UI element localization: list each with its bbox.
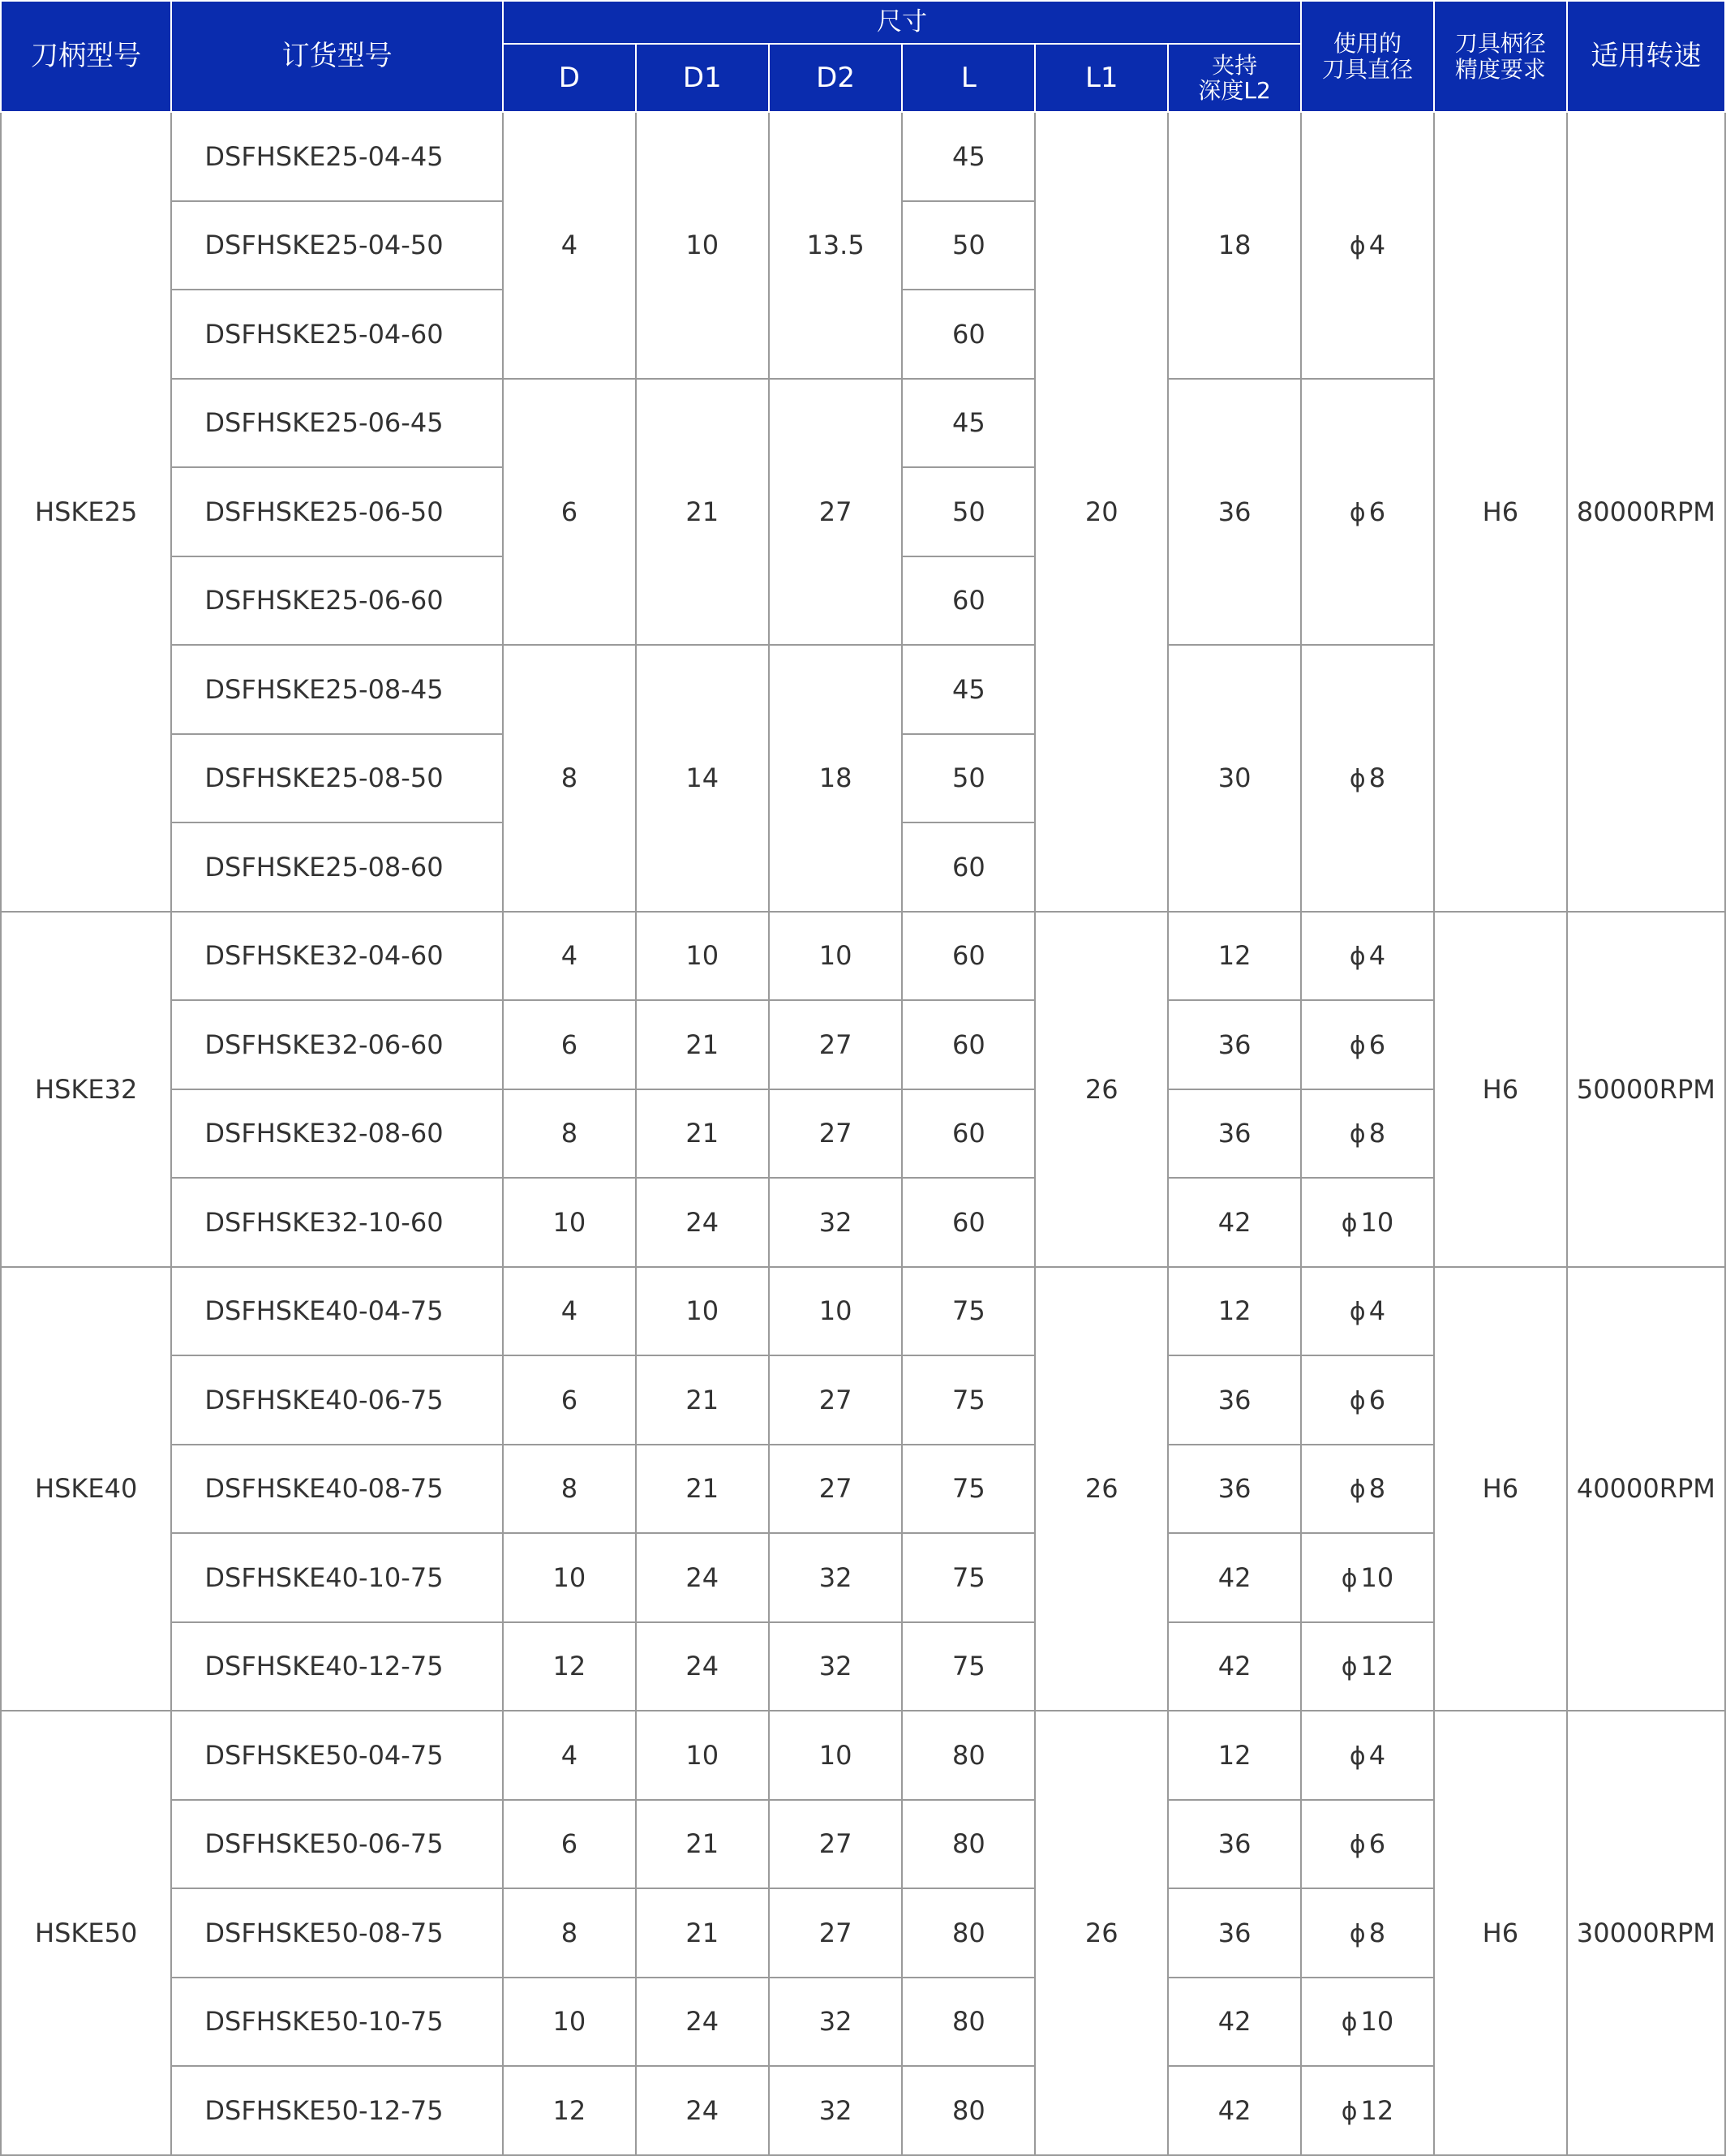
precision-cell: H6 xyxy=(1434,1711,1567,2155)
clamp-depth-cell: 36 xyxy=(1168,1089,1301,1179)
speed-cell: 30000RPM xyxy=(1567,1711,1725,2155)
phi-symbol: ϕ xyxy=(1349,232,1366,261)
clamp-depth-cell: 12 xyxy=(1168,1267,1301,1356)
d2-cell: 27 xyxy=(769,1445,903,1534)
l-cell: 60 xyxy=(902,1089,1035,1179)
d2-cell: 10 xyxy=(769,912,903,1001)
d1-cell: 21 xyxy=(636,1888,769,1978)
d1-cell: 10 xyxy=(636,1711,769,1800)
l-cell: 80 xyxy=(902,1711,1035,1800)
clamp-depth-cell: 42 xyxy=(1168,1178,1301,1267)
d1-cell: 10 xyxy=(636,912,769,1001)
order-cell: DSFHSKE50-06-75 xyxy=(171,1800,503,1889)
d2-cell: 27 xyxy=(769,1355,903,1445)
d2-cell: 32 xyxy=(769,1533,903,1622)
clamp-depth-cell: 36 xyxy=(1168,1000,1301,1089)
d2-cell: 10 xyxy=(769,1711,903,1800)
tool-diameter-cell: ϕ 8 xyxy=(1301,1445,1434,1534)
clamp-depth-cell: 42 xyxy=(1168,1533,1301,1622)
table-header xyxy=(1,1,1725,112)
l-cell: 80 xyxy=(902,1800,1035,1889)
d-cell: 6 xyxy=(503,1000,636,1089)
tool-diameter-cell: ϕ 10 xyxy=(1301,1533,1434,1622)
phi-symbol: ϕ xyxy=(1349,1919,1366,1948)
order-cell: DSFHSKE32-10-60 xyxy=(171,1178,503,1267)
l-cell: 80 xyxy=(902,1978,1035,2067)
precision-cell: H6 xyxy=(1434,1267,1567,1711)
order-cell: DSFHSKE40-10-75 xyxy=(171,1533,503,1622)
header-tool-diameter: 使用的 刀具直径 xyxy=(1301,1,1434,112)
d2-cell: 32 xyxy=(769,1622,903,1711)
order-cell: DSFHSKE25-04-45 xyxy=(171,112,503,201)
l-cell: 45 xyxy=(902,379,1035,468)
order-cell: DSFHSKE25-08-50 xyxy=(171,734,503,823)
l1-cell: 26 xyxy=(1035,1267,1168,1711)
d-cell: 12 xyxy=(503,2066,636,2155)
tool-diameter-cell: ϕ 10 xyxy=(1301,1178,1434,1267)
l-cell: 50 xyxy=(902,201,1035,290)
tool-diameter-cell: ϕ 8 xyxy=(1301,645,1434,912)
l-cell: 60 xyxy=(902,912,1035,1001)
phi-symbol: ϕ xyxy=(1349,943,1366,972)
order-cell: DSFHSKE40-08-75 xyxy=(171,1445,503,1534)
order-cell: DSFHSKE40-12-75 xyxy=(171,1622,503,1711)
clamp-depth-cell: 30 xyxy=(1168,645,1301,912)
order-cell: DSFHSKE25-08-60 xyxy=(171,822,503,912)
tool-diameter-cell: ϕ 8 xyxy=(1301,1888,1434,1978)
table-row xyxy=(1,912,1725,1001)
tool-diameter-cell: ϕ 6 xyxy=(1301,1800,1434,1889)
clamp-depth-cell: 12 xyxy=(1168,912,1301,1001)
d1-cell: 21 xyxy=(636,1445,769,1534)
order-cell: DSFHSKE25-04-60 xyxy=(171,290,503,379)
order-cell: DSFHSKE32-04-60 xyxy=(171,912,503,1001)
d-cell: 4 xyxy=(503,1711,636,1800)
d-cell: 8 xyxy=(503,1089,636,1179)
table-row xyxy=(1,1711,1725,1800)
phi-symbol: ϕ xyxy=(1341,1564,1358,1593)
order-cell: DSFHSKE25-06-50 xyxy=(171,467,503,556)
clamp-depth-cell: 42 xyxy=(1168,2066,1301,2155)
d1-cell: 21 xyxy=(636,1800,769,1889)
l1-cell: 20 xyxy=(1035,112,1168,912)
order-cell: DSFHSKE50-04-75 xyxy=(171,1711,503,1800)
d-cell: 6 xyxy=(503,379,636,646)
l-cell: 80 xyxy=(902,1888,1035,1978)
d1-cell: 21 xyxy=(636,1089,769,1179)
l-cell: 75 xyxy=(902,1533,1035,1622)
l-cell: 60 xyxy=(902,556,1035,646)
d1-cell: 21 xyxy=(636,1355,769,1445)
tool-diameter-cell: ϕ 4 xyxy=(1301,1267,1434,1356)
tool-diameter-cell: ϕ 10 xyxy=(1301,1978,1434,2067)
l-cell: 50 xyxy=(902,734,1035,823)
phi-symbol: ϕ xyxy=(1349,1831,1366,1860)
order-cell: DSFHSKE32-08-60 xyxy=(171,1089,503,1179)
order-cell: DSFHSKE50-12-75 xyxy=(171,2066,503,2155)
d1-cell: 14 xyxy=(636,645,769,912)
tool-diameter-cell: ϕ 6 xyxy=(1301,1000,1434,1089)
tool-diameter-cell: ϕ 6 xyxy=(1301,1355,1434,1445)
d2-cell: 27 xyxy=(769,1888,903,1978)
tool-diameter-cell: ϕ 6 xyxy=(1301,379,1434,646)
speed-cell: 50000RPM xyxy=(1567,912,1725,1267)
speed-cell: 80000RPM xyxy=(1567,112,1725,912)
d-cell: 6 xyxy=(503,1800,636,1889)
clamp-depth-cell: 36 xyxy=(1168,1445,1301,1534)
l-cell: 60 xyxy=(902,290,1035,379)
holder-cell: HSKE40 xyxy=(1,1267,171,1711)
d-cell: 12 xyxy=(503,1622,636,1711)
d-cell: 6 xyxy=(503,1355,636,1445)
order-cell: DSFHSKE50-10-75 xyxy=(171,1978,503,2067)
tool-diameter-cell: ϕ 8 xyxy=(1301,1089,1434,1179)
header-d: D xyxy=(503,44,636,112)
d2-cell: 32 xyxy=(769,1178,903,1267)
l-cell: 75 xyxy=(902,1445,1035,1534)
header-shank-precision: 刀具柄径 精度要求 xyxy=(1434,1,1567,112)
d2-cell: 27 xyxy=(769,1000,903,1089)
precision-cell: H6 xyxy=(1434,112,1567,912)
phi-symbol: ϕ xyxy=(1349,1475,1366,1505)
clamp-depth-cell: 36 xyxy=(1168,1888,1301,1978)
order-cell: DSFHSKE40-06-75 xyxy=(171,1355,503,1445)
l-cell: 45 xyxy=(902,645,1035,734)
header-l: L xyxy=(902,44,1035,112)
header-order-model: 订货型号 xyxy=(171,1,503,112)
precision-cell: H6 xyxy=(1434,912,1567,1267)
d2-cell: 32 xyxy=(769,1978,903,2067)
d-cell: 8 xyxy=(503,1888,636,1978)
phi-symbol: ϕ xyxy=(1349,1742,1366,1771)
l-cell: 75 xyxy=(902,1267,1035,1356)
speed-cell: 40000RPM xyxy=(1567,1267,1725,1711)
clamp-depth-cell: 42 xyxy=(1168,1622,1301,1711)
l-cell: 80 xyxy=(902,2066,1035,2155)
clamp-depth-cell: 36 xyxy=(1168,379,1301,646)
l-cell: 60 xyxy=(902,1178,1035,1267)
d2-cell: 18 xyxy=(769,645,903,912)
d1-cell: 10 xyxy=(636,1267,769,1356)
phi-symbol: ϕ xyxy=(1349,1386,1366,1415)
tool-diameter-cell: ϕ 4 xyxy=(1301,912,1434,1001)
l-cell: 60 xyxy=(902,1000,1035,1089)
l1-cell: 26 xyxy=(1035,1711,1168,2155)
header-d1: D1 xyxy=(636,44,769,112)
tool-diameter-cell: ϕ 4 xyxy=(1301,112,1434,379)
table-body xyxy=(1,112,1725,2155)
l-cell: 45 xyxy=(902,112,1035,201)
d1-cell: 24 xyxy=(636,1622,769,1711)
header-l1: L1 xyxy=(1035,44,1168,112)
tool-diameter-cell: ϕ 12 xyxy=(1301,1622,1434,1711)
table-row xyxy=(1,1267,1725,1356)
d1-cell: 10 xyxy=(636,112,769,379)
d-cell: 4 xyxy=(503,1267,636,1356)
holder-cell: HSKE50 xyxy=(1,1711,171,2155)
clamp-depth-cell: 18 xyxy=(1168,112,1301,379)
d1-cell: 24 xyxy=(636,1533,769,1622)
holder-cell: HSKE32 xyxy=(1,912,171,1267)
order-cell: DSFHSKE40-04-75 xyxy=(171,1267,503,1356)
l1-cell: 26 xyxy=(1035,912,1168,1267)
phi-symbol: ϕ xyxy=(1349,1120,1366,1149)
order-cell: DSFHSKE32-06-60 xyxy=(171,1000,503,1089)
l-cell: 50 xyxy=(902,467,1035,556)
d-cell: 10 xyxy=(503,1178,636,1267)
d2-cell: 27 xyxy=(769,1800,903,1889)
order-cell: DSFHSKE25-08-45 xyxy=(171,645,503,734)
d1-cell: 24 xyxy=(636,1178,769,1267)
clamp-depth-cell: 12 xyxy=(1168,1711,1301,1800)
d1-cell: 24 xyxy=(636,2066,769,2155)
header-clamp-depth: 夹持 深度L2 xyxy=(1168,44,1301,112)
d2-cell: 10 xyxy=(769,1267,903,1356)
d-cell: 10 xyxy=(503,1978,636,2067)
phi-symbol: ϕ xyxy=(1349,498,1366,527)
d-cell: 8 xyxy=(503,1445,636,1534)
l-cell: 75 xyxy=(902,1355,1035,1445)
tool-diameter-cell: ϕ 4 xyxy=(1301,1711,1434,1800)
order-cell: DSFHSKE25-04-50 xyxy=(171,201,503,290)
order-cell: DSFHSKE50-08-75 xyxy=(171,1888,503,1978)
phi-symbol: ϕ xyxy=(1341,2008,1358,2038)
phi-symbol: ϕ xyxy=(1349,1031,1366,1060)
header-d2: D2 xyxy=(769,44,903,112)
d2-cell: 13.5 xyxy=(769,112,903,379)
clamp-depth-cell: 42 xyxy=(1168,1978,1301,2067)
d2-cell: 32 xyxy=(769,2066,903,2155)
phi-symbol: ϕ xyxy=(1341,2097,1358,2126)
d1-cell: 21 xyxy=(636,1000,769,1089)
d2-cell: 27 xyxy=(769,379,903,646)
phi-symbol: ϕ xyxy=(1341,1209,1358,1238)
d-cell: 10 xyxy=(503,1533,636,1622)
clamp-depth-cell: 36 xyxy=(1168,1355,1301,1445)
clamp-depth-cell: 36 xyxy=(1168,1800,1301,1889)
order-cell: DSFHSKE25-06-60 xyxy=(171,556,503,646)
d1-cell: 21 xyxy=(636,379,769,646)
table-row xyxy=(1,112,1725,201)
header-speed: 适用转速 xyxy=(1567,1,1725,112)
header-dimensions: 尺寸 xyxy=(503,1,1301,44)
tool-diameter-cell: ϕ 12 xyxy=(1301,2066,1434,2155)
d-cell: 4 xyxy=(503,912,636,1001)
l-cell: 75 xyxy=(902,1622,1035,1711)
d-cell: 4 xyxy=(503,112,636,379)
order-cell: DSFHSKE25-06-45 xyxy=(171,379,503,468)
phi-symbol: ϕ xyxy=(1341,1653,1358,1682)
d2-cell: 27 xyxy=(769,1089,903,1179)
d1-cell: 24 xyxy=(636,1978,769,2067)
holder-cell: HSKE25 xyxy=(1,112,171,912)
header-holder-model: 刀柄型号 xyxy=(1,1,171,112)
phi-symbol: ϕ xyxy=(1349,1298,1366,1327)
phi-symbol: ϕ xyxy=(1349,765,1366,794)
d-cell: 8 xyxy=(503,645,636,912)
l-cell: 60 xyxy=(902,822,1035,912)
